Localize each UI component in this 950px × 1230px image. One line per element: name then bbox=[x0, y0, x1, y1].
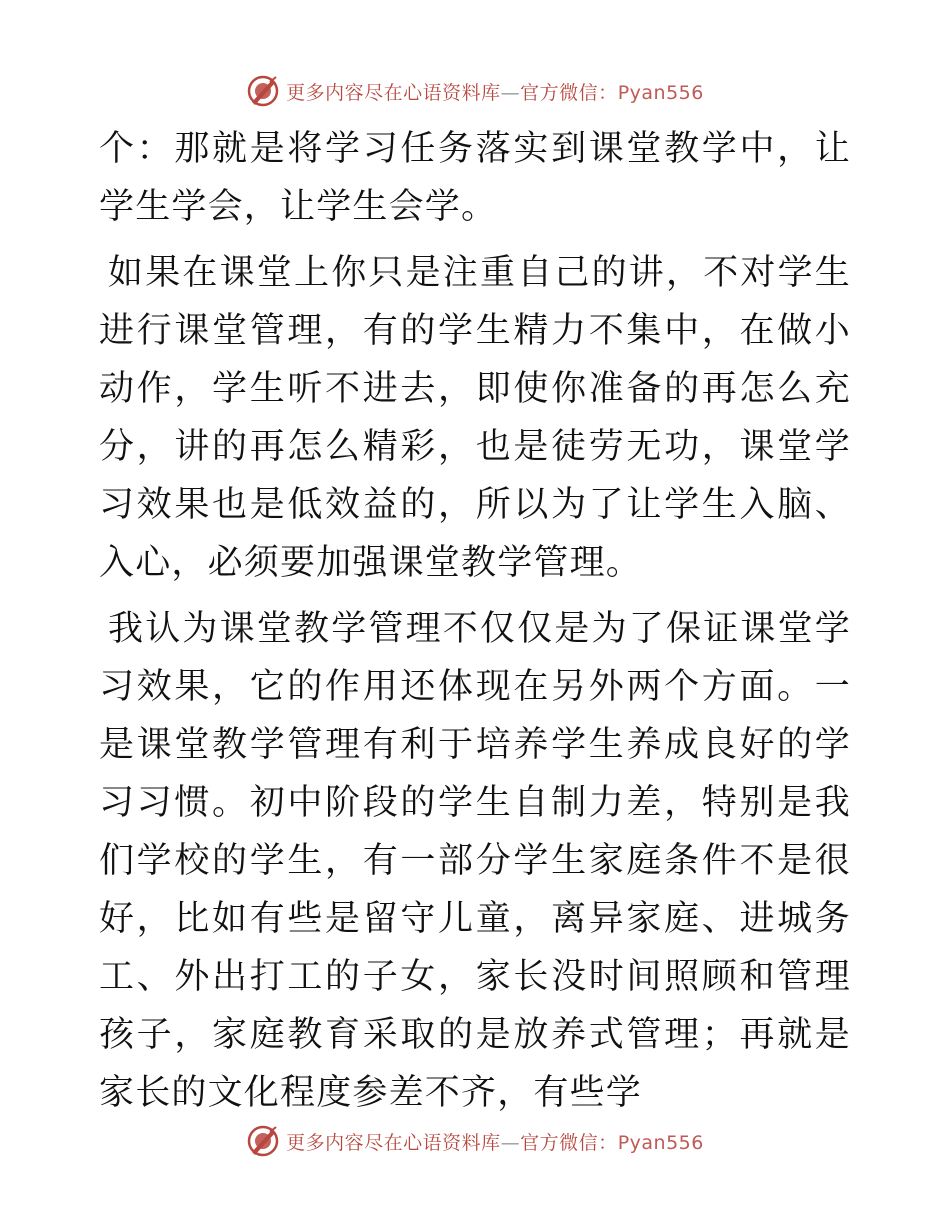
paragraph-3: 我认为课堂教学管理不仅仅是为了保证课堂学习效果，它的作用还体现在另外两个方面。一是课堂教学管理有利于培养学生养成良好的学习习惯。初中阶段的学生自制力差，特别是我们学校的学生，有一部分学生家庭条件不是很好，比如有些是留守儿童，离异家庭、进城务工、外出打工的子女，家长没时间照顾和管理孩子，家庭教育采取的是放养式管理；再就是家长的文化程度参差不齐，有些学 bbox=[99, 609, 851, 1113]
footer-watermark bbox=[0, 1121, 950, 1161]
quill-seal-icon bbox=[246, 1124, 280, 1158]
document-body bbox=[99, 120, 851, 1130]
paragraph-2: 如果在课堂上你只是注重自己的讲，不对学生进行课堂管理，有的学生精力不集中，在做小动作，学生听不进去，即使你准备的再怎么充分，讲的再怎么精彩，也是徒劳无功，课堂学习效果也是低效益的，所以为了让学生入脑、入心，必须要加强课堂教学管理。 bbox=[99, 253, 851, 583]
watermark-text: 更多内容尽在心语资料库—官方微信：Pyan556 bbox=[286, 1131, 704, 1154]
paragraph-1: 个：那就是将学习任务落实到课堂教学中，让学生学会，让学生会学。 bbox=[99, 129, 851, 227]
watermark-handle: Pyan556 bbox=[617, 1131, 704, 1154]
quill-seal-icon bbox=[246, 74, 280, 108]
watermark-handle: Pyan556 bbox=[617, 81, 704, 104]
watermark-text: 更多内容尽在心语资料库—官方微信：Pyan556 bbox=[286, 81, 704, 104]
header-watermark bbox=[0, 71, 950, 111]
